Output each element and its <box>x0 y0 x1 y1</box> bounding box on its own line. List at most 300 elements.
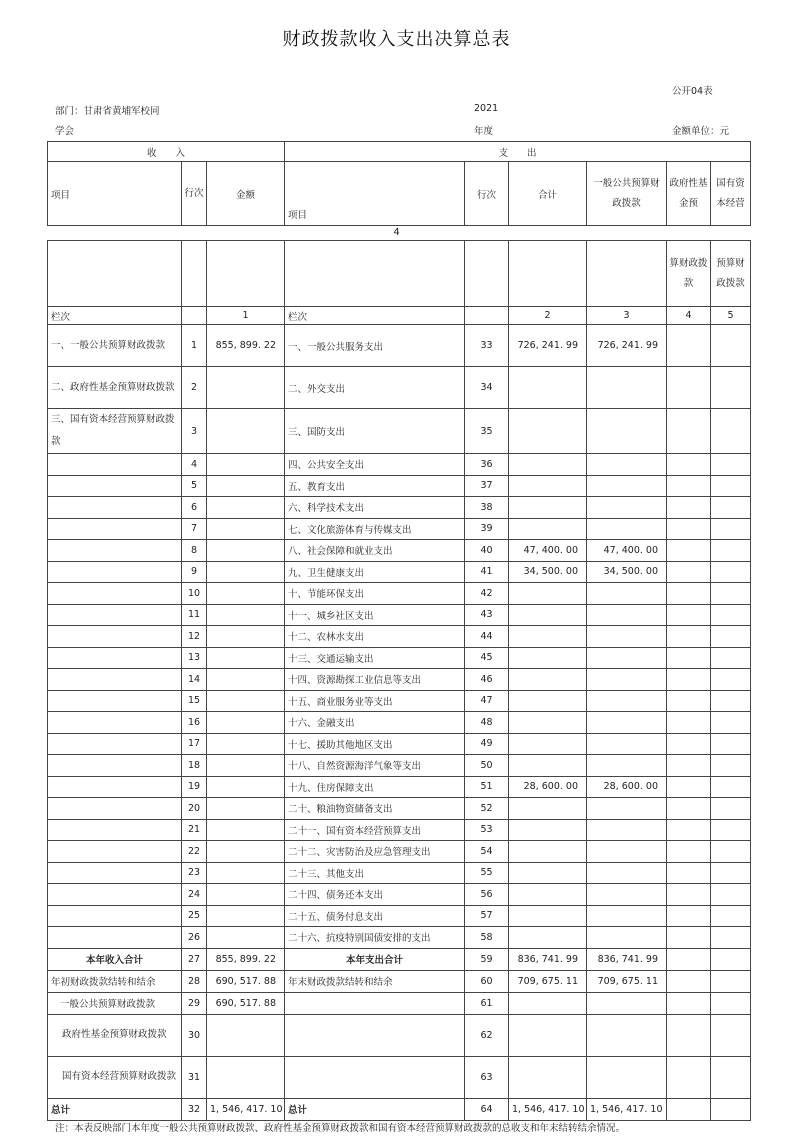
expense-gov-fund <box>667 367 711 409</box>
expense-item: 二十一、国有资本经营预算支出 <box>285 819 465 841</box>
header-table <box>47 141 751 226</box>
expense-row-number: 47 <box>465 690 509 712</box>
grand-total-expense: 1, 546, 417. 10 <box>509 1098 587 1120</box>
expense-state-capital <box>711 325 751 367</box>
income-item <box>48 497 182 519</box>
table-row <box>48 798 751 820</box>
income-item <box>48 626 182 648</box>
begin-balance-amount: 690, 517. 88 <box>207 970 285 992</box>
income-item <box>48 733 182 755</box>
table-row <box>48 497 751 519</box>
department-label: 部门：甘肃省黄埔军校同 <box>55 106 160 117</box>
expense-item: 四、公共安全支出 <box>285 454 465 476</box>
table-row <box>48 712 751 734</box>
expense-total-general: 836, 741. 99 <box>587 948 667 970</box>
income-header: 收 入 <box>48 142 285 162</box>
table-row <box>48 927 751 949</box>
expense-general-budget <box>587 905 667 927</box>
expense-item: 十三、交通运输支出 <box>285 647 465 669</box>
expense-general-budget <box>587 884 667 906</box>
income-row-number: 21 <box>182 819 207 841</box>
expense-general-budget <box>587 690 667 712</box>
income-row-number: 13 <box>182 647 207 669</box>
expense-header: 支 出 <box>285 142 751 162</box>
income-row-number: 9 <box>182 561 207 583</box>
expense-item: 十九、住房保障支出 <box>285 776 465 798</box>
expense-state-capital <box>711 409 751 454</box>
expense-gov-fund <box>667 518 711 540</box>
income-row-number: 14 <box>182 669 207 691</box>
expense-row-number: 36 <box>465 454 509 476</box>
income-amount <box>207 755 285 777</box>
expense-gov-fund <box>667 819 711 841</box>
general-budget-expense-row: 61 <box>465 992 509 1014</box>
income-amount <box>207 905 285 927</box>
income-amount <box>207 367 285 409</box>
expense-row-number: 58 <box>465 927 509 949</box>
form-number: 公开04表 <box>672 86 713 97</box>
expense-total <box>509 690 587 712</box>
grand-total-general: 1, 546, 417. 10 <box>587 1098 667 1120</box>
expense-row-number: 45 <box>465 647 509 669</box>
expense-total <box>509 367 587 409</box>
expense-state-capital <box>711 475 751 497</box>
income-row-number: 15 <box>182 690 207 712</box>
expense-total <box>509 841 587 863</box>
main-table <box>47 240 751 1121</box>
expense-item: 六、科学技术支出 <box>285 497 465 519</box>
expense-total <box>509 884 587 906</box>
expense-total <box>509 454 587 476</box>
expense-general-budget <box>587 841 667 863</box>
expense-total <box>509 626 587 648</box>
begin-balance-label: 年初财政拨款结转和结余 <box>48 970 182 992</box>
expense-item: 十八、自然资源海洋气象等支出 <box>285 755 465 777</box>
expense-gov-fund <box>667 409 711 454</box>
table-row <box>48 755 751 777</box>
expense-gov-fund <box>667 798 711 820</box>
expense-general-budget <box>587 409 667 454</box>
expense-total-header: 合计 <box>509 162 587 226</box>
income-row-number: 18 <box>182 755 207 777</box>
income-item <box>48 647 182 669</box>
table-row <box>48 841 751 863</box>
expense-total <box>509 927 587 949</box>
expense-total <box>509 409 587 454</box>
expense-total: 726, 241. 99 <box>509 325 587 367</box>
expense-state-capital <box>711 841 751 863</box>
expense-item: 三、国防支出 <box>285 409 465 454</box>
expense-total <box>509 475 587 497</box>
expense-state-capital <box>711 626 751 648</box>
income-total-row: 27 <box>182 948 207 970</box>
expense-gov-fund <box>667 841 711 863</box>
expense-general-budget <box>587 367 667 409</box>
expense-total-label: 本年支出合计 <box>285 948 465 970</box>
column-index-5: 5 <box>711 307 751 325</box>
expense-total <box>509 604 587 626</box>
expense-item: 十六、金融支出 <box>285 712 465 734</box>
income-item <box>48 884 182 906</box>
expense-general-budget <box>587 755 667 777</box>
income-row-number: 10 <box>182 583 207 605</box>
state-capital-header-part1: 国有资本经营 <box>711 162 751 226</box>
expense-row-number: 49 <box>465 733 509 755</box>
income-item <box>48 841 182 863</box>
expense-item: 十四、资源勘探工业信息等支出 <box>285 669 465 691</box>
expense-general-budget <box>587 669 667 691</box>
expense-row-number: 46 <box>465 669 509 691</box>
grand-total-expense-label: 总计 <box>285 1098 465 1120</box>
state-capital-row: 31 <box>182 1056 207 1098</box>
income-item-header: 项目 <box>48 162 182 226</box>
income-item <box>48 755 182 777</box>
income-row-number: 7 <box>182 518 207 540</box>
income-amount <box>207 518 285 540</box>
expense-row-number: 56 <box>465 884 509 906</box>
expense-general-budget <box>587 518 667 540</box>
expense-total <box>509 518 587 540</box>
income-row-number: 4 <box>182 454 207 476</box>
income-item <box>48 475 182 497</box>
income-row-number: 11 <box>182 604 207 626</box>
expense-gov-fund <box>667 927 711 949</box>
income-amount <box>207 497 285 519</box>
income-row-number: 5 <box>182 475 207 497</box>
expense-state-capital <box>711 884 751 906</box>
income-row-number: 19 <box>182 776 207 798</box>
expense-general-budget: 34, 500. 00 <box>587 561 667 583</box>
gov-fund-header-part1: 政府性基金预 <box>667 162 711 226</box>
expense-item: 十二、农林水支出 <box>285 626 465 648</box>
expense-general-budget <box>587 819 667 841</box>
table-row <box>48 518 751 540</box>
expense-item: 二十六、抗疫特别国债安排的支出 <box>285 927 465 949</box>
expense-general-budget <box>587 927 667 949</box>
expense-gov-fund <box>667 690 711 712</box>
table-row <box>48 454 751 476</box>
income-row-number: 23 <box>182 862 207 884</box>
income-row-number: 26 <box>182 927 207 949</box>
gov-fund-expense-row: 62 <box>465 1014 509 1056</box>
expense-total <box>509 647 587 669</box>
expense-item: 一、一般公共服务支出 <box>285 325 465 367</box>
income-row-number: 1 <box>182 325 207 367</box>
general-budget-label: 一般公共预算财政拨款 <box>48 992 182 1014</box>
expense-gov-fund <box>667 669 711 691</box>
income-row-number: 22 <box>182 841 207 863</box>
column-index-4: 4 <box>667 307 711 325</box>
expense-row-number: 43 <box>465 604 509 626</box>
expense-state-capital <box>711 776 751 798</box>
income-item <box>48 583 182 605</box>
expense-total-row: 59 <box>465 948 509 970</box>
income-item <box>48 540 182 562</box>
income-amount <box>207 927 285 949</box>
footnote: 注：本表反映部门本年度一般公共预算财政拨款、政府性基金预算财政拨款和国有资本经营预算财政拨款的总收支和年末结转结余情况。 <box>55 1123 626 1134</box>
column-index-2: 2 <box>509 307 587 325</box>
year-label: 年度 <box>474 126 494 137</box>
table-row <box>48 475 751 497</box>
expense-state-capital <box>711 927 751 949</box>
state-capital-expense-row: 63 <box>465 1056 509 1098</box>
income-amount <box>207 540 285 562</box>
expense-general-budget: 47, 400. 00 <box>587 540 667 562</box>
expense-state-capital <box>711 905 751 927</box>
page-number: 4 <box>393 227 400 238</box>
income-item <box>48 561 182 583</box>
table-row <box>48 776 751 798</box>
expense-state-capital <box>711 604 751 626</box>
income-row-header: 行次 <box>182 162 207 226</box>
expense-item: 十五、商业服务业等支出 <box>285 690 465 712</box>
income-amount-header: 金额 <box>207 162 285 226</box>
grand-total-amount: 1, 546, 417. 10 <box>207 1098 285 1120</box>
income-amount <box>207 475 285 497</box>
income-item <box>48 905 182 927</box>
income-amount <box>207 454 285 476</box>
gov-fund-label: 政府性基金预算财政拨款 <box>48 1014 182 1056</box>
column-index-label: 栏次 <box>48 307 182 325</box>
income-item: 三、国有资本经营预算财政拨款 <box>48 409 182 454</box>
expense-total <box>509 755 587 777</box>
expense-gov-fund <box>667 540 711 562</box>
expense-state-capital <box>711 583 751 605</box>
income-row-number: 12 <box>182 626 207 648</box>
expense-general-budget <box>587 475 667 497</box>
expense-row-number: 48 <box>465 712 509 734</box>
income-item <box>48 819 182 841</box>
expense-total <box>509 583 587 605</box>
expense-gov-fund <box>667 712 711 734</box>
income-item <box>48 712 182 734</box>
expense-state-capital <box>711 819 751 841</box>
income-amount <box>207 669 285 691</box>
expense-row-number: 40 <box>465 540 509 562</box>
expense-state-capital <box>711 454 751 476</box>
expense-item: 十、节能环保支出 <box>285 583 465 605</box>
income-item <box>48 862 182 884</box>
expense-row-number: 51 <box>465 776 509 798</box>
expense-row-number: 41 <box>465 561 509 583</box>
expense-row-number: 55 <box>465 862 509 884</box>
expense-gov-fund <box>667 733 711 755</box>
expense-item: 二十三、其他支出 <box>285 862 465 884</box>
expense-row-number: 37 <box>465 475 509 497</box>
expense-state-capital <box>711 540 751 562</box>
expense-total: 34, 500. 00 <box>509 561 587 583</box>
gov-fund-row: 30 <box>182 1014 207 1056</box>
column-index-label-2: 栏次 <box>285 307 465 325</box>
expense-row-number: 52 <box>465 798 509 820</box>
grand-total-row: 32 <box>182 1098 207 1120</box>
expense-state-capital <box>711 367 751 409</box>
expense-total-amount: 836, 741. 99 <box>509 948 587 970</box>
grand-total-expense-row: 64 <box>465 1098 509 1120</box>
expense-general-budget <box>587 454 667 476</box>
end-balance-general: 709, 675. 11 <box>587 970 667 992</box>
column-index-3: 3 <box>587 307 667 325</box>
table-row <box>48 604 751 626</box>
income-item <box>48 927 182 949</box>
table-row <box>48 647 751 669</box>
expense-general-budget: 28, 600. 00 <box>587 776 667 798</box>
expense-total: 47, 400. 00 <box>509 540 587 562</box>
column-index-1: 1 <box>207 307 285 325</box>
table-row <box>48 862 751 884</box>
income-row-number: 16 <box>182 712 207 734</box>
expense-item: 七、文化旅游体育与传媒支出 <box>285 518 465 540</box>
income-amount <box>207 647 285 669</box>
income-amount <box>207 583 285 605</box>
income-amount <box>207 690 285 712</box>
expense-row-number: 50 <box>465 755 509 777</box>
expense-general-budget <box>587 604 667 626</box>
expense-row-number: 54 <box>465 841 509 863</box>
expense-gov-fund <box>667 561 711 583</box>
income-item <box>48 604 182 626</box>
expense-row-header: 行次 <box>465 162 509 226</box>
expense-row-number: 33 <box>465 325 509 367</box>
income-row-number: 25 <box>182 905 207 927</box>
expense-gov-fund <box>667 604 711 626</box>
expense-total <box>509 712 587 734</box>
expense-state-capital <box>711 690 751 712</box>
expense-row-number: 35 <box>465 409 509 454</box>
department-label-cont: 学会 <box>55 126 75 137</box>
state-capital-header-part2: 预算财政拨款 <box>711 241 751 307</box>
expense-general-budget <box>587 626 667 648</box>
end-balance-label: 年末财政拨款结转和结余 <box>285 970 465 992</box>
income-row-number: 8 <box>182 540 207 562</box>
expense-item-header: 项目 <box>285 162 465 226</box>
income-row-number: 17 <box>182 733 207 755</box>
expense-row-number: 57 <box>465 905 509 927</box>
expense-total <box>509 819 587 841</box>
expense-state-capital <box>711 862 751 884</box>
income-item <box>48 669 182 691</box>
expense-general-budget: 726, 241. 99 <box>587 325 667 367</box>
general-budget-amount: 690, 517. 88 <box>207 992 285 1014</box>
table-row <box>48 905 751 927</box>
expense-item: 二十、粮油物资储备支出 <box>285 798 465 820</box>
income-amount <box>207 561 285 583</box>
expense-state-capital <box>711 647 751 669</box>
income-amount <box>207 604 285 626</box>
expense-state-capital <box>711 733 751 755</box>
expense-gov-fund <box>667 884 711 906</box>
grand-total-label: 总计 <box>48 1098 182 1120</box>
general-budget-row: 29 <box>182 992 207 1014</box>
expense-general-budget <box>587 497 667 519</box>
income-amount <box>207 884 285 906</box>
expense-state-capital <box>711 561 751 583</box>
expense-total <box>509 798 587 820</box>
income-row-number: 24 <box>182 884 207 906</box>
expense-general-budget <box>587 647 667 669</box>
income-amount <box>207 776 285 798</box>
expense-total <box>509 862 587 884</box>
expense-item: 二十四、债务还本支出 <box>285 884 465 906</box>
expense-total <box>509 669 587 691</box>
expense-row-number: 34 <box>465 367 509 409</box>
table-row <box>48 884 751 906</box>
income-amount <box>207 798 285 820</box>
end-balance-total: 709, 675. 11 <box>509 970 587 992</box>
income-row-number: 6 <box>182 497 207 519</box>
expense-item: 二十五、债务付息支出 <box>285 905 465 927</box>
expense-row-number: 44 <box>465 626 509 648</box>
expense-item: 二十二、灾害防治及应急管理支出 <box>285 841 465 863</box>
expense-gov-fund <box>667 776 711 798</box>
income-item <box>48 798 182 820</box>
expense-total: 28, 600. 00 <box>509 776 587 798</box>
gov-fund-header-part2: 算财政拨款 <box>667 241 711 307</box>
expense-item: 五、教育支出 <box>285 475 465 497</box>
expense-item: 八、社会保障和就业支出 <box>285 540 465 562</box>
table-row <box>48 561 751 583</box>
expense-row-number: 42 <box>465 583 509 605</box>
table-row <box>48 626 751 648</box>
end-balance-row: 60 <box>465 970 509 992</box>
expense-state-capital <box>711 712 751 734</box>
expense-item: 十一、城乡社区支出 <box>285 604 465 626</box>
expense-state-capital <box>711 518 751 540</box>
income-amount <box>207 862 285 884</box>
expense-gov-fund <box>667 454 711 476</box>
income-amount <box>207 712 285 734</box>
expense-state-capital <box>711 798 751 820</box>
expense-row-number: 39 <box>465 518 509 540</box>
income-total-amount: 855, 899. 22 <box>207 948 285 970</box>
expense-general-budget <box>587 798 667 820</box>
income-amount <box>207 841 285 863</box>
expense-item: 十七、援助其他地区支出 <box>285 733 465 755</box>
income-amount <box>207 819 285 841</box>
expense-state-capital <box>711 669 751 691</box>
page-title: 财政拨款收入支出决算总表 <box>282 29 511 50</box>
table-row <box>48 540 751 562</box>
expense-row-number: 53 <box>465 819 509 841</box>
income-item <box>48 776 182 798</box>
income-item: 一、一般公共预算财政拨款 <box>48 325 182 367</box>
expense-gov-fund <box>667 862 711 884</box>
income-item <box>48 690 182 712</box>
unit-label: 金额单位：元 <box>672 126 730 137</box>
expense-general-budget <box>587 712 667 734</box>
expense-gov-fund <box>667 475 711 497</box>
expense-gov-fund <box>667 497 711 519</box>
expense-gov-fund <box>667 905 711 927</box>
expense-total <box>509 905 587 927</box>
expense-general-budget <box>587 862 667 884</box>
income-row-number: 3 <box>182 409 207 454</box>
income-row-number: 20 <box>182 798 207 820</box>
table-row <box>48 819 751 841</box>
expense-state-capital <box>711 497 751 519</box>
income-amount <box>207 733 285 755</box>
general-budget-header: 一般公共预算财政拨款 <box>587 162 667 226</box>
table-row <box>48 367 751 409</box>
expense-gov-fund <box>667 626 711 648</box>
expense-gov-fund <box>667 583 711 605</box>
table-row <box>48 733 751 755</box>
begin-balance-row: 28 <box>182 970 207 992</box>
income-amount <box>207 626 285 648</box>
income-amount <box>207 409 285 454</box>
expense-row-number: 38 <box>465 497 509 519</box>
income-amount: 855, 899. 22 <box>207 325 285 367</box>
